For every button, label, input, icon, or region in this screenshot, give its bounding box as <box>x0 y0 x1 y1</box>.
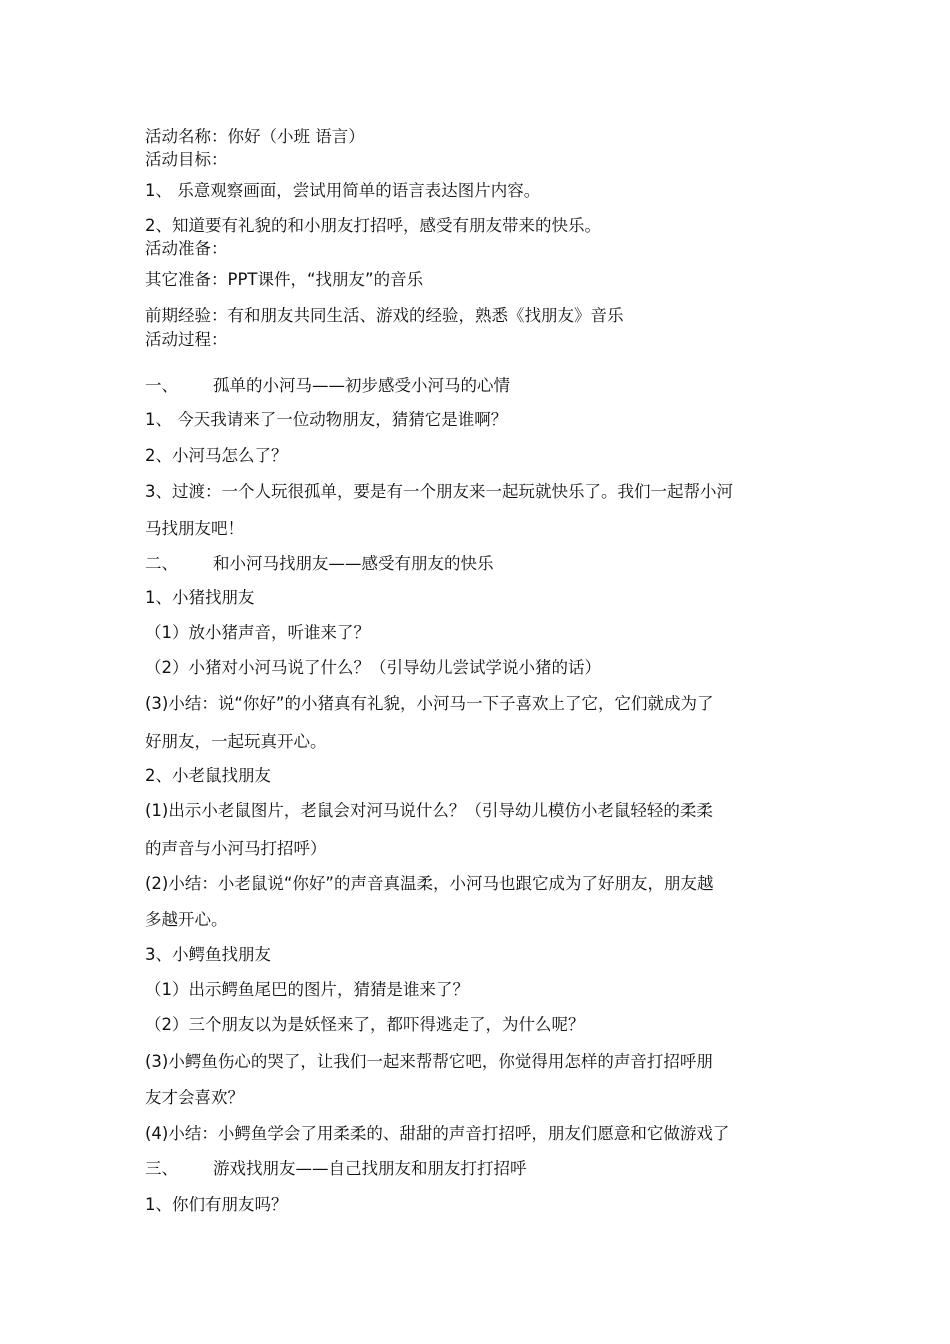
list-item: (3)小鳄鱼伤心的哭了，让我们一起来帮帮它吧，你觉得用怎样的声音打招呼朋 <box>145 1052 713 1071</box>
list-item: (1)出示小老鼠图片，老鼠会对河马说什么？（引导幼儿模仿小老鼠轻轻的柔柔 <box>145 801 713 820</box>
list-item: （1）放小猪声音，听谁来了？ <box>145 623 370 642</box>
list-item: （2）小猪对小河马说了什么？（引导幼儿尝试学说小猪的话） <box>145 658 601 677</box>
list-item: (4)小结：小鳄鱼学会了用柔柔的、甜甜的声音打招呼，朋友们愿意和它做游戏了 <box>145 1124 730 1143</box>
list-item: 多越开心。 <box>145 910 228 929</box>
prep-heading: 活动准备： <box>145 239 228 258</box>
activity-name: 活动名称：你好（小班 语言） <box>145 127 365 146</box>
list-item: 3、小鳄鱼找朋友 <box>145 945 271 964</box>
section-heading <box>145 1159 527 1179</box>
list-item: (2)小结：小老鼠说“你好”的声音真温柔，小河马也跟它成为了好朋友，朋友越 <box>145 874 714 893</box>
section-title: 孤单的小河马——初步感受小河马的心情 <box>213 376 510 395</box>
list-item: 的声音与小河马打招呼） <box>145 839 327 858</box>
prep-other: 其它准备：PPT课件，“找朋友”的音乐 <box>145 270 424 289</box>
list-item: 1、 今天我请来了一位动物朋友，猜猜它是谁啊？ <box>145 410 508 429</box>
list-item: 马找朋友吧！ <box>145 519 244 538</box>
section-number: 三、 <box>145 1159 178 1178</box>
prep-experience: 前期经验：有和朋友共同生活、游戏的经验，熟悉《找朋友》音乐 <box>145 306 624 325</box>
list-item: 3、过渡：一个人玩很孤单，要是有一个朋友来一起玩就快乐了。我们一起帮小河 <box>145 482 733 501</box>
goal-heading: 活动目标： <box>145 150 228 169</box>
section-number: 一、 <box>145 376 178 395</box>
section-title: 和小河马找朋友——感受有朋友的快乐 <box>213 554 494 573</box>
list-item: 好朋友，一起玩真开心。 <box>145 732 327 751</box>
process-heading: 活动过程： <box>145 330 228 349</box>
list-item: （1）出示鳄鱼尾巴的图片，猜猜是谁来了？ <box>145 980 469 999</box>
section-title: 游戏找朋友——自己找朋友和朋友打打招呼 <box>213 1159 527 1178</box>
goal-item: 1、 乐意观察画面，尝试用简单的语言表达图片内容。 <box>145 181 541 200</box>
list-item: 1、你们有朋友吗？ <box>145 1195 288 1214</box>
list-item: 2、小河马怎么了？ <box>145 446 288 465</box>
list-item: 友才会喜欢？ <box>145 1088 244 1107</box>
list-item: (3)小结：说“你好”的小猪真有礼貌，小河马一下子喜欢上了它，它们就成为了 <box>145 694 714 713</box>
list-item: （2）三个朋友以为是妖怪来了，都吓得逃走了，为什么呢？ <box>145 1015 585 1034</box>
section-heading <box>145 376 510 396</box>
goal-item: 2、知道要有礼貌的和小朋友打招呼，感受有朋友带来的快乐。 <box>145 216 601 235</box>
section-heading <box>145 554 494 574</box>
list-item: 1、小猪找朋友 <box>145 588 255 607</box>
list-item: 2、小老鼠找朋友 <box>145 766 271 785</box>
section-number: 二、 <box>145 554 178 573</box>
